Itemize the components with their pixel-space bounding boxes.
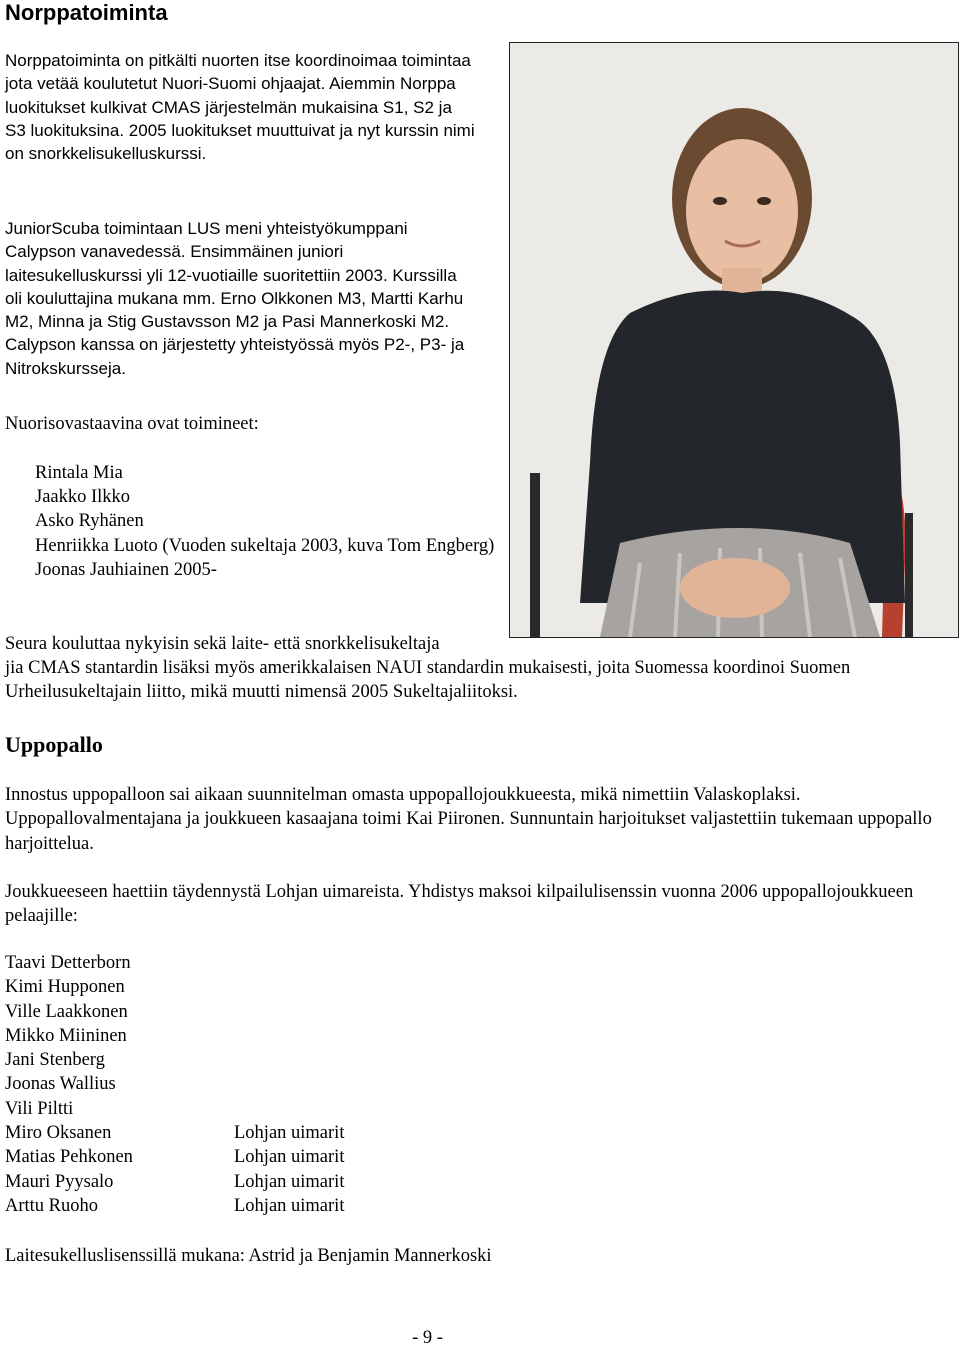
list-item: Asko Ryhänen — [35, 511, 144, 532]
players-table — [5, 951, 344, 1218]
norppa-paragraph-2: JuniorScuba toimintaan LUS meni yhteistyökumppani Calypson vanavedessä. Ensimmäinen juniori laitesukelluskurssi yli 12-vuotiaille suoritettiin 2003. Kurssilla oli kouluttajina mukana mm. Erno Olkkonen M3, Martti Karhu M2, Minna ja Stig Gustavsson M2 ja Pasi Mannerkoski M2. Calypson kanssa on järjestetty yhteistyössä myös P2-, P3- ja Nitrokskursseja. — [5, 219, 465, 378]
training-paragraph-rest: jia CMAS stantardin lisäksi myös amerikkalaisen NAUI standardin mukaisesti, joita Suomessa koordinoi Suomen Urheilusukeltajain liitto, mikä muutti nimensä 2005 Sukeltajaliitoksi. — [5, 658, 851, 703]
table-row: Joonas Wallius — [5, 1074, 116, 1095]
table-row: Kimi Hupponen — [5, 977, 125, 998]
page-number: - 9 - — [412, 1328, 443, 1348]
table-row: Vili Piltti — [5, 1098, 74, 1119]
uppopallo-paragraph-2: Joukkueeseen haettiin täydennystä Lohjan uimareista. Yhdistys maksoi kilpailulisenssin vuonna 2006 uppopallojoukkueen pelaajille: — [5, 882, 914, 927]
portrait-photo — [509, 42, 959, 638]
table-row: Mauri Pyysalo Lohjan uimarit — [5, 1171, 345, 1192]
norppa-paragraph-1: Norppatoiminta on pitkälti nuorten itse koordinoimaa toimintaa jota vetää koulutetut Nuori-Suomi ohjaajat. Aiemmin Norppa luokitukset kulkivat CMAS järjestelmän mukaisina S1, S2 ja S3 luokituksina. 2005 luokitukset muuttuivat ja nyt kurssin nimi on snorkkelisukelluskurssi. — [5, 51, 475, 164]
table-row: Miro Oksanen Lohjan uimarit — [5, 1123, 345, 1144]
youth-leaders-intro: Nuorisovastaavina ovat toimineet: — [5, 414, 259, 434]
license-paragraph: Laitesukelluslisenssillä mukana: Astrid ja Benjamin Mannerkoski — [5, 1246, 492, 1266]
list-item: Henriikka Luoto (Vuoden sukeltaja 2003, kuva Tom Engberg) — [35, 535, 495, 556]
table-row: Ville Laakkonen — [5, 1001, 128, 1022]
table-row: Matias Pehkonen Lohjan uimarit — [5, 1147, 345, 1168]
list-item: Jaakko Ilkko — [35, 487, 131, 508]
training-paragraph-line1: Seura kouluttaa nykyisin sekä laite- että snorkkelisukeltaja — [5, 634, 440, 654]
list-item: Rintala Mia — [35, 463, 123, 483]
uppopallo-paragraph-1: Innostus uppopalloon sai aikaan suunnitelman omasta uppopallojoukkueesta, mikä nimettiin Valaskoplaksi. Uppopallovalmentajana ja joukkueen kasaajana toimi Kai Piironen. Sunnuntain harjoitukset valjastettiin tukemaan uppopallo harjoittelua. — [5, 785, 932, 854]
section-title-norppatoiminta: Norppatoiminta — [5, 0, 168, 25]
section-title-uppopallo: Uppopallo — [5, 732, 103, 757]
table-row: Taavi Detterborn — [5, 953, 131, 973]
table-row: Jani Stenberg — [5, 1050, 105, 1071]
list-item: Joonas Jauhiainen 2005- — [35, 559, 217, 580]
table-row: Mikko Miininen — [5, 1025, 127, 1046]
table-row: Arttu Ruoho Lohjan uimarit — [5, 1195, 345, 1216]
youth-leaders-list — [35, 461, 495, 582]
